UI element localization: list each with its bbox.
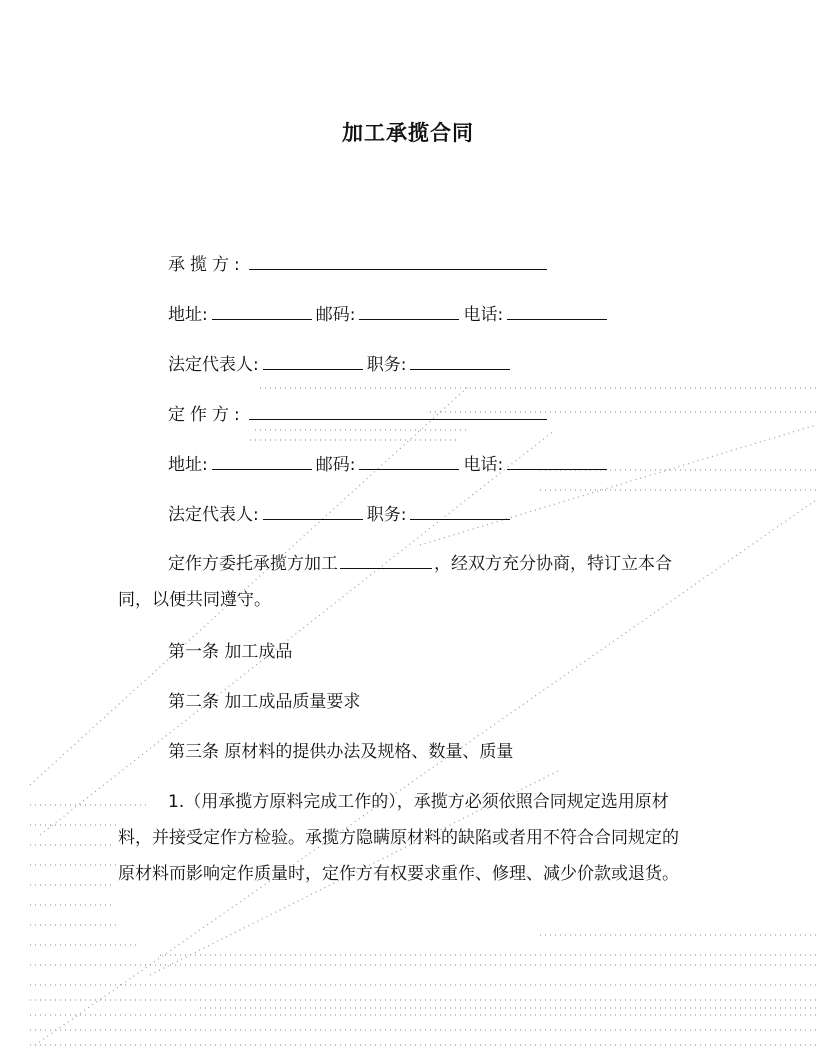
contractor-line bbox=[168, 252, 551, 277]
contractor-phone-label: 电话: bbox=[463, 305, 504, 325]
orderer-phone-label: 电话: bbox=[463, 455, 504, 475]
orderer-position-label: 职务: bbox=[366, 505, 407, 525]
orderer-phone-blank bbox=[507, 452, 607, 470]
document-title: 加工承揽合同 bbox=[342, 121, 474, 145]
product-blank bbox=[340, 551, 432, 569]
intro-text-1: 定作方委托承揽方加工 bbox=[168, 554, 338, 574]
contractor-zip-blank bbox=[359, 302, 459, 320]
contractor-address-blank bbox=[212, 302, 312, 320]
orderer-rep-blank bbox=[263, 502, 363, 520]
contractor-position-label: 职务: bbox=[366, 355, 407, 375]
article-3: 第三条 原材料的提供办法及规格、数量、质量 bbox=[168, 742, 514, 762]
article-2: 第二条 加工成品质量要求 bbox=[168, 692, 361, 712]
orderer-zip-label: 邮码: bbox=[315, 455, 356, 475]
clause-1-paragraph bbox=[118, 784, 693, 892]
intro-text-2: ，经双方充分协商，特订立本合同，以便共同遵守。 bbox=[118, 554, 672, 610]
orderer-rep-label: 法定代表人: bbox=[168, 505, 259, 525]
contractor-name-blank bbox=[249, 252, 547, 270]
orderer-zip-blank bbox=[359, 452, 459, 470]
orderer-address-line bbox=[168, 452, 611, 477]
orderer-name-blank bbox=[249, 402, 547, 420]
article-1: 第一条 加工成品 bbox=[168, 642, 293, 662]
intro-paragraph bbox=[118, 546, 693, 618]
clause-1-text: 1.（用承揽方原料完成工作的），承揽方必须依照合同规定选用原材料，并接受定作方检验。承揽方隐瞒原材料的缺陷或者用不符合合同规定的原材料而影响定作质量时，定作方有权要求重作、修理、减少价款或退货。 bbox=[118, 792, 679, 884]
contractor-phone-blank bbox=[507, 302, 607, 320]
orderer-line bbox=[168, 402, 551, 427]
contractor-rep-blank bbox=[263, 352, 363, 370]
contractor-rep-line bbox=[168, 352, 514, 377]
contractor-zip-label: 邮码: bbox=[315, 305, 356, 325]
orderer-label: 定作方: bbox=[168, 405, 245, 425]
contractor-label: 承揽方: bbox=[168, 255, 245, 275]
contractor-address-line bbox=[168, 302, 611, 327]
orderer-rep-line bbox=[168, 502, 514, 527]
orderer-address-label: 地址: bbox=[168, 455, 208, 475]
orderer-address-blank bbox=[212, 452, 312, 470]
orderer-position-blank bbox=[410, 502, 510, 520]
contractor-position-blank bbox=[410, 352, 510, 370]
contractor-address-label: 地址: bbox=[168, 305, 208, 325]
contractor-rep-label: 法定代表人: bbox=[168, 355, 259, 375]
